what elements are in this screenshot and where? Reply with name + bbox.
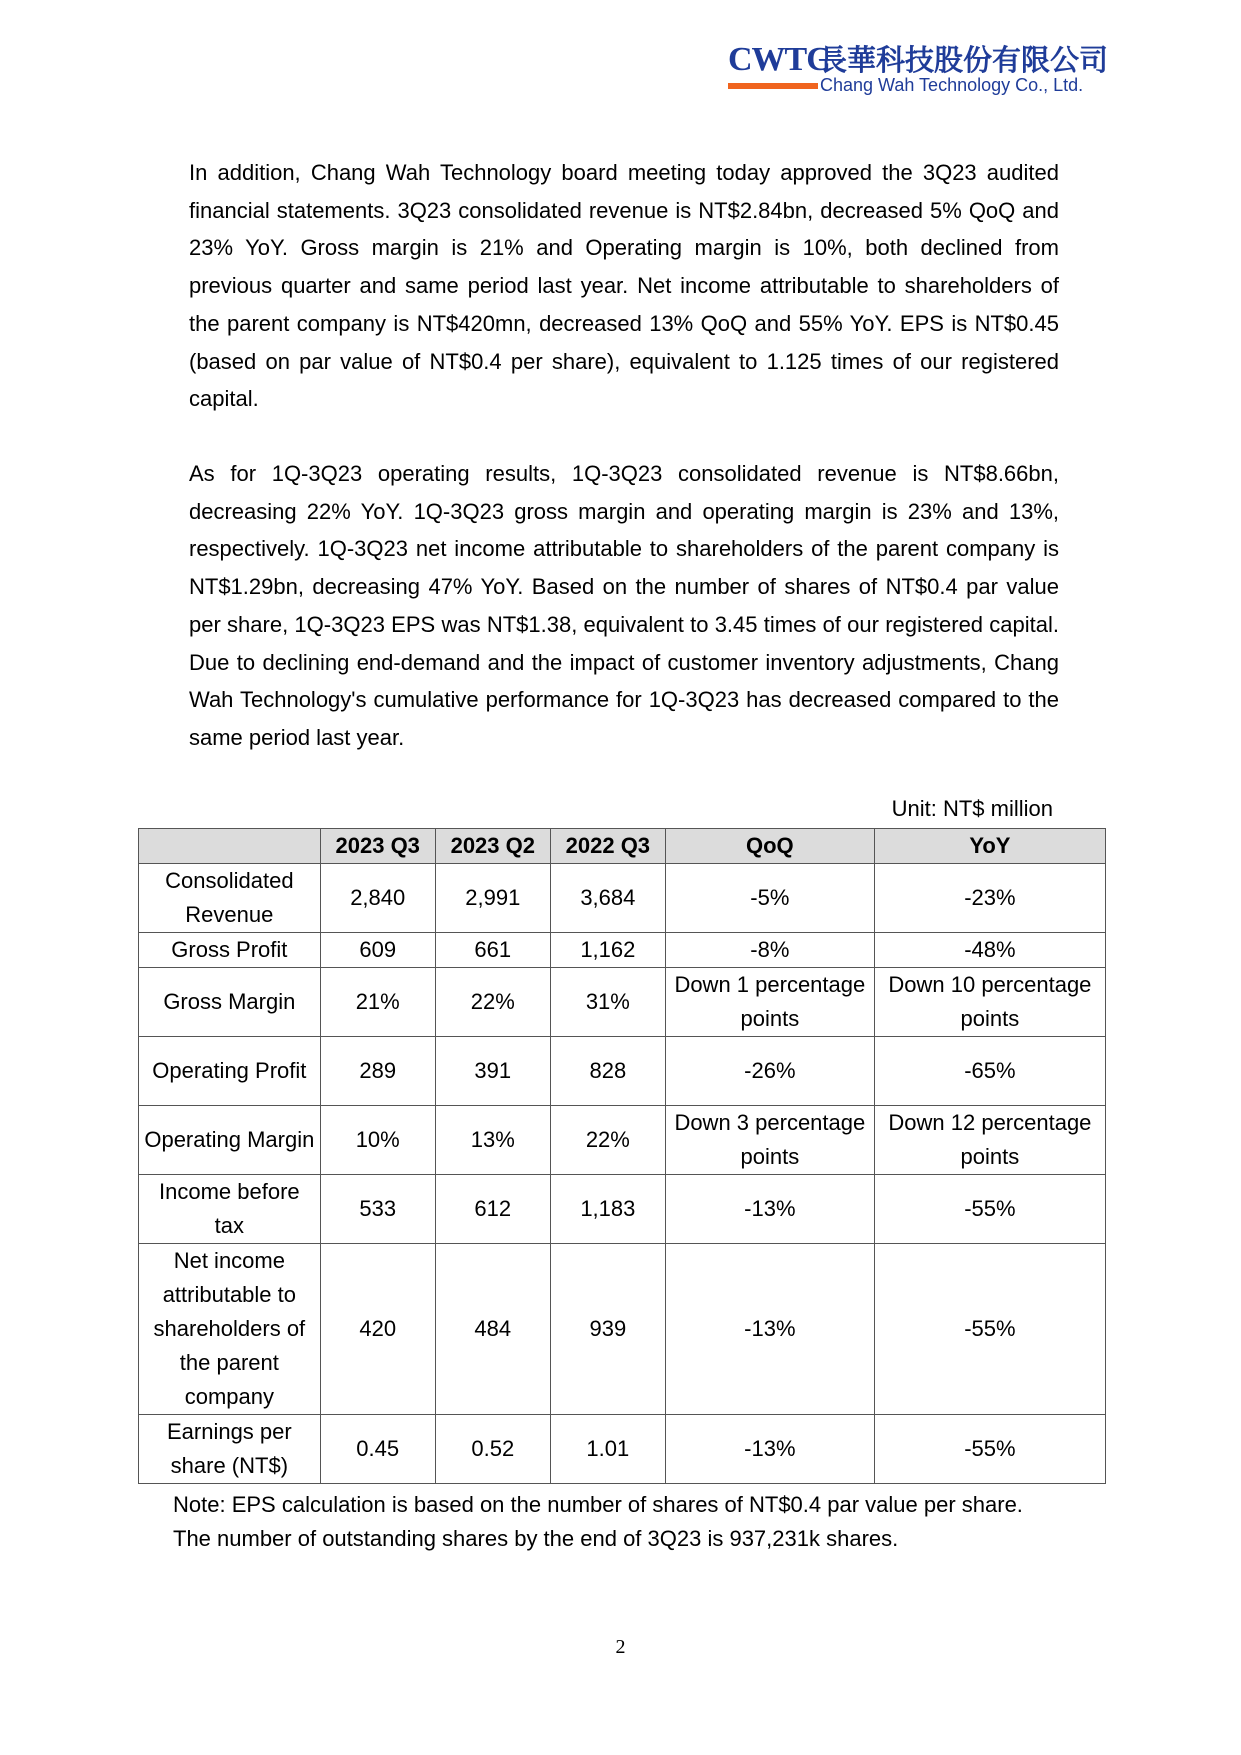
table-cell: 0.52	[435, 1415, 550, 1484]
table-row	[139, 864, 1106, 933]
table-cell: -13%	[665, 1415, 874, 1484]
row-label: Operating Margin	[139, 1106, 321, 1175]
table-unit-label: Unit: NT$ million	[891, 796, 1053, 821]
company-logo	[728, 40, 1109, 98]
company-name-chinese: 長華科技股份有限公司	[818, 43, 1109, 77]
table-cell: -65%	[874, 1037, 1105, 1106]
table-cell: 484	[435, 1244, 550, 1415]
logo-mark: CWTC	[728, 41, 830, 78]
logo-accent-bar	[728, 83, 818, 89]
table-cell: 533	[320, 1175, 435, 1244]
row-label: Earnings per share (NT$)	[139, 1415, 321, 1484]
table-header-cell: 2022 Q3	[550, 829, 665, 864]
table-header-cell: 2023 Q2	[435, 829, 550, 864]
table-cell: 13%	[435, 1106, 550, 1175]
table-header-cell: 2023 Q3	[320, 829, 435, 864]
table-cell: -55%	[874, 1175, 1105, 1244]
table-cell: 661	[435, 933, 550, 968]
table-cell: -26%	[665, 1037, 874, 1106]
table-row	[139, 1175, 1106, 1244]
table-cell: 2,991	[435, 864, 550, 933]
table-header-cell: YoY	[874, 829, 1105, 864]
table-cell: -5%	[665, 864, 874, 933]
table-row	[139, 1415, 1106, 1484]
table-cell: 3,684	[550, 864, 665, 933]
table-row	[139, 1244, 1106, 1415]
table-cell: 22%	[550, 1106, 665, 1175]
table-cell: -55%	[874, 1415, 1105, 1484]
row-label: Income before tax	[139, 1175, 321, 1244]
row-label: Net income attributable to shareholders of the parent company	[139, 1244, 321, 1415]
table-row	[139, 1037, 1106, 1106]
table-cell: -13%	[665, 1175, 874, 1244]
table-row	[139, 1106, 1106, 1175]
table-cell: -8%	[665, 933, 874, 968]
table-row	[139, 933, 1106, 968]
table-header-row	[139, 829, 1106, 864]
note-eps-calculation: Note: EPS calculation is based on the number of shares of NT$0.4 par value per share.	[173, 1492, 1023, 1517]
table-cell: 21%	[320, 968, 435, 1037]
paragraph-1q-3q23-results: As for 1Q-3Q23 operating results, 1Q-3Q23 consolidated revenue is NT$8.66bn, decreasing 22% YoY. 1Q-3Q23 gross margin and operating margin is 23% and 13%, respectively. 1Q-3Q23 net income attributable to shareholders of the parent company is NT$1.29bn, decreasing 47% YoY. Based on the number of shares of NT$0.4 par value per share, 1Q-3Q23 EPS was NT$1.38, equivalent to 3.45 times of our registered capital. Due to declining end-demand and the impact of customer inventory adjustments, Chang Wah Technology's cumulative performance for 1Q-3Q23 has decreased compared to the same period last year.	[189, 461, 1059, 750]
table-header-cell: QoQ	[665, 829, 874, 864]
table-cell: 828	[550, 1037, 665, 1106]
table-cell: 1.01	[550, 1415, 665, 1484]
row-label: Operating Profit	[139, 1037, 321, 1106]
financial-results-table	[138, 828, 1106, 1484]
table-cell: -48%	[874, 933, 1105, 968]
row-label: Gross Profit	[139, 933, 321, 968]
table-cell: -13%	[665, 1244, 874, 1415]
table-cell: 391	[435, 1037, 550, 1106]
table-cell: 609	[320, 933, 435, 968]
table-cell: -55%	[874, 1244, 1105, 1415]
table-cell: 420	[320, 1244, 435, 1415]
row-label: Consolidated Revenue	[139, 864, 321, 933]
table-cell: 939	[550, 1244, 665, 1415]
paragraph-3q23-results: In addition, Chang Wah Technology board meeting today approved the 3Q23 audited financial statements. 3Q23 consolidated revenue is NT$2.84bn, decreased 5% QoQ and 23% YoY. Gross margin is 21% and Operating margin is 10%, both declined from previous quarter and same period last year. Net income attributable to shareholders of the parent company is NT$420mn, decreased 13% QoQ and 55% YoY. EPS is NT$0.45 (based on par value of NT$0.4 per share), equivalent to 1.125 times of our registered capital.	[189, 160, 1059, 412]
table-cell: 289	[320, 1037, 435, 1106]
table-cell: Down 10 percentage points	[874, 968, 1105, 1037]
table-row	[139, 968, 1106, 1037]
table-cell: 10%	[320, 1106, 435, 1175]
table-cell: 22%	[435, 968, 550, 1037]
table-cell: Down 3 percentage points	[665, 1106, 874, 1175]
table-cell: Down 1 percentage points	[665, 968, 874, 1037]
table-cell: Down 12 percentage points	[874, 1106, 1105, 1175]
table-cell: -23%	[874, 864, 1105, 933]
table-header-cell	[139, 829, 321, 864]
page-number: 2	[615, 1636, 626, 1658]
table-cell: 0.45	[320, 1415, 435, 1484]
table-notes	[173, 1488, 1023, 1556]
table-cell: 1,183	[550, 1175, 665, 1244]
note-outstanding-shares: The number of outstanding shares by the end of 3Q23 is 937,231k shares.	[173, 1526, 899, 1551]
table-cell: 612	[435, 1175, 550, 1244]
table-cell: 2,840	[320, 864, 435, 933]
table-cell: 1,162	[550, 933, 665, 968]
company-name-english: Chang Wah Technology Co., Ltd.	[820, 75, 1084, 95]
table-cell: 31%	[550, 968, 665, 1037]
row-label: Gross Margin	[139, 968, 321, 1037]
